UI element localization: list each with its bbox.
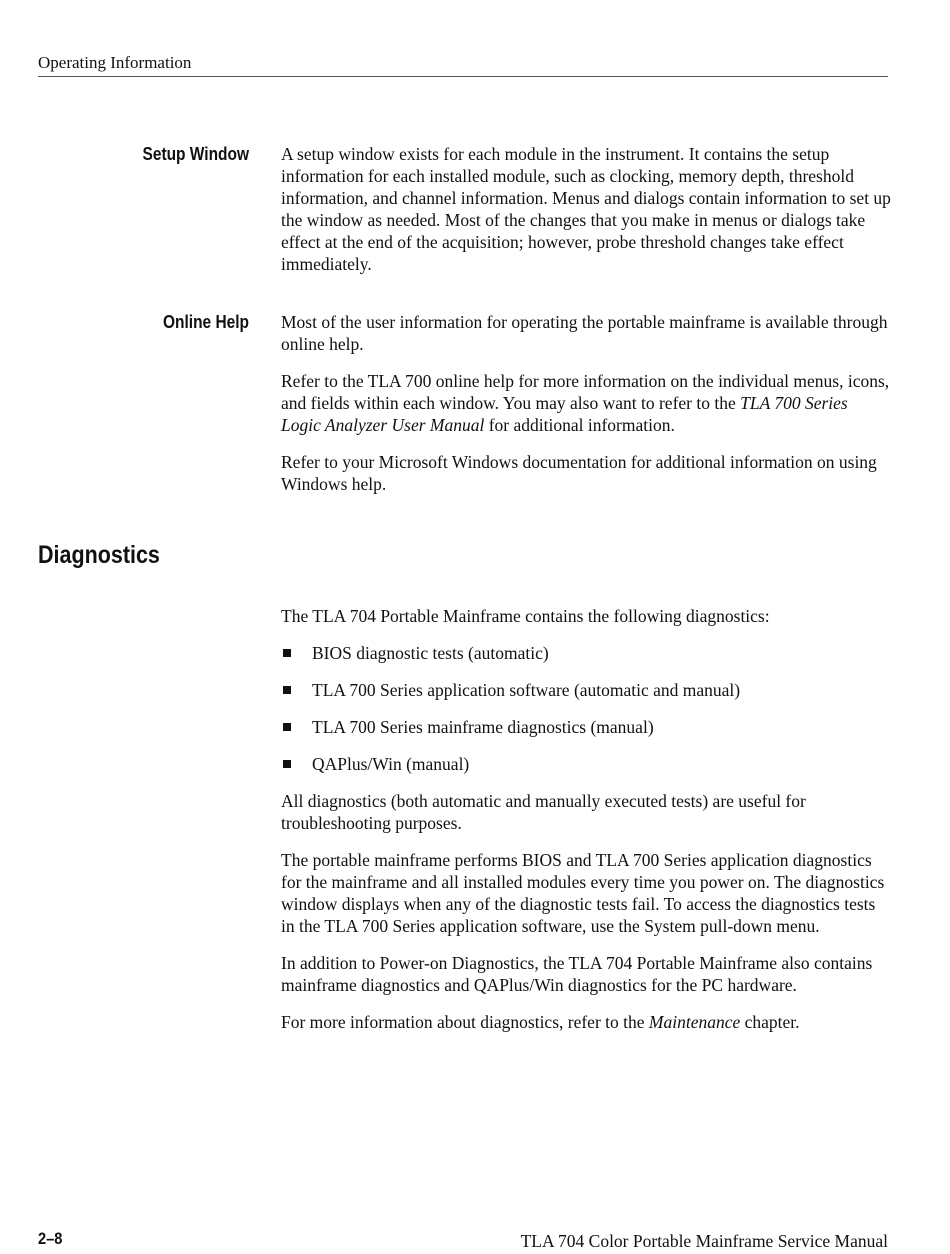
running-header: Operating Information (38, 52, 888, 77)
list-item (281, 642, 891, 664)
diagnostics-list (281, 642, 891, 775)
diagnostics-all-paragraph: All diagnostics (both automatic and manually executed tests) are useful for troubleshooting purposes. (281, 791, 806, 833)
bullet-icon (283, 723, 291, 731)
setup-window-body (281, 143, 891, 290)
online-help-p2-text-after: for additional information. (484, 415, 675, 435)
setup-window-paragraph: A setup window exists for each module in the instrument. It contains the setup information for each installed module, such as clocking, memory depth, threshold information, and channel information. Menus and dialogs contain information to set up the window as needed. Most of the changes that you make in menus or dialogs take effect at the end of the acquisition; however, probe threshold changes take effect immediately. (281, 144, 891, 274)
bullet-icon (283, 686, 291, 694)
online-help-p2-text-before: Refer to the TLA 700 online help for more information on the individual menus, icons, and fields within each window. You may also want to refer to the (281, 371, 890, 413)
online-help-paragraph-1: Most of the user information for operating the portable mainframe is available through online help. (281, 312, 888, 354)
online-help-paragraph-3: Refer to your Microsoft Windows documentation for additional information on using Windows help. (281, 452, 877, 494)
list-item (281, 753, 891, 775)
diagnostics-heading: Diagnostics (38, 541, 160, 569)
list-item-text: TLA 700 Series application software (automatic and manual) (312, 680, 741, 700)
user-manual-title: TLA 700 Series Logic Analyzer User Manual (281, 393, 848, 435)
list-item-text: TLA 700 Series mainframe diagnostics (manual) (312, 717, 654, 737)
bullet-icon (283, 649, 291, 657)
diagnostics-more-text-after: chapter. (740, 1012, 800, 1032)
maintenance-chapter-ref: Maintenance (648, 1012, 741, 1032)
diagnostics-portable-paragraph: The portable mainframe performs BIOS and TLA 700 Series application diagnostics for the mainframe and all installed modules every time you power on. The diagnostics window displays when any of the diagnostic tests fail. To access the diagnostics tests in the TLA 700 Series application software, use the System pull-down menu. (281, 850, 885, 936)
online-help-body (281, 311, 891, 510)
diagnostics-more-text-before: For more information about diagnostics, refer to the (281, 1012, 649, 1032)
list-item (281, 679, 891, 701)
list-item-text: QAPlus/Win (manual) (312, 754, 470, 774)
bullet-icon (283, 760, 291, 768)
diagnostics-body (281, 605, 891, 1048)
setup-window-heading: Setup Window (142, 144, 249, 164)
list-item (281, 716, 891, 738)
diagnostics-addition-paragraph: In addition to Power-on Diagnostics, the TLA 704 Portable Mainframe also contains mainframe diagnostics and QAPlus/Win diagnostics for the PC hardware. (281, 953, 873, 995)
online-help-heading: Online Help (162, 312, 249, 332)
diagnostics-more-paragraph (281, 1011, 891, 1033)
manual-title: TLA 704 Color Portable Mainframe Service Manual (520, 1231, 888, 1251)
diagnostics-intro: The TLA 704 Portable Mainframe contains the following diagnostics: (281, 606, 770, 626)
page-number: 2–8 (38, 1229, 63, 1248)
list-item-text: BIOS diagnostic tests (automatic) (312, 643, 549, 663)
online-help-paragraph-2 (281, 370, 891, 436)
